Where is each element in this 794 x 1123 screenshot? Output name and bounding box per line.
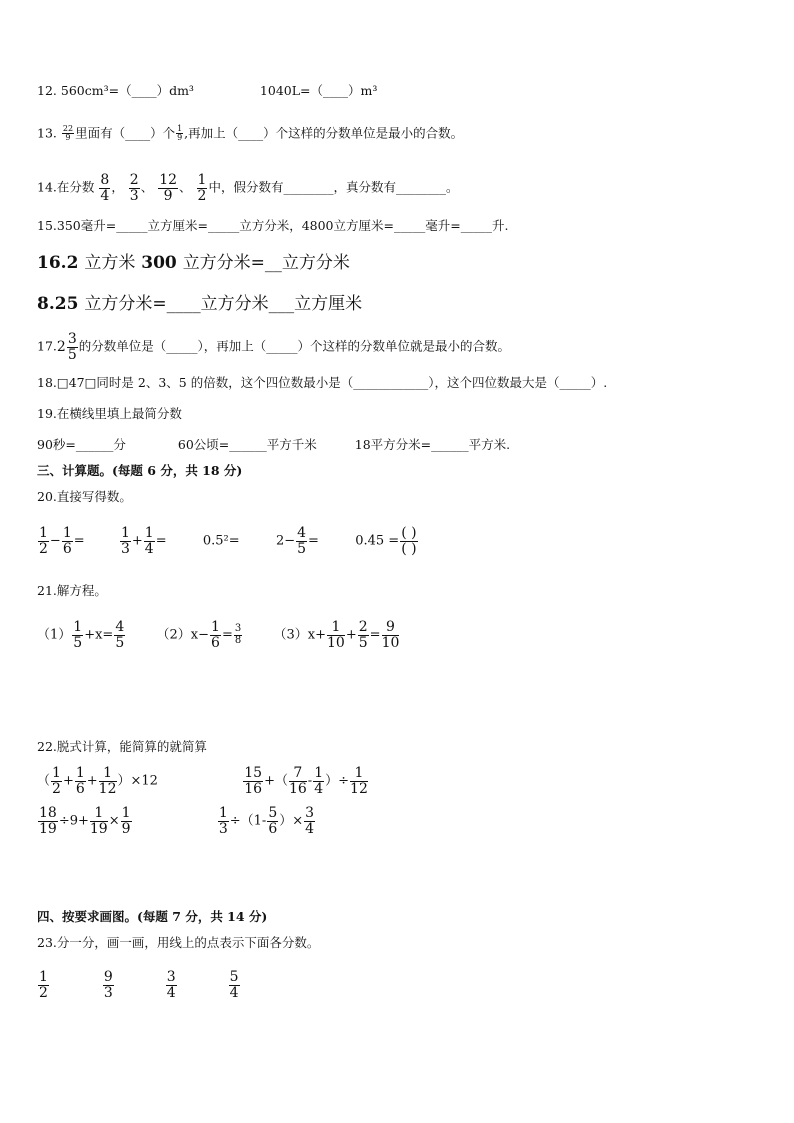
q16-line1: 16.2 立方米 300 立方分米=__立方分米 [37,253,350,273]
q22-title: 22.脱式计算，能简算的就简算 [37,739,207,754]
q16-line2: 8.25 立方分米=____立方分米___立方厘米 [37,294,363,314]
fraction: $\frac{1}{2}$ [39,969,48,1001]
q20-exprs: $\frac{1}{2}$ − $\frac{1}{6}$ = $\frac{1}{3}$ + $\frac{1}{4}$ = 0.5²= 2− $\frac{4}{5}$ = 0.45 = ( ) ( ) [39,525,417,557]
q21-title: 21.解方程。 [37,583,107,598]
q22-row1: （ $\frac{1}{2}$ + $\frac{1}{6}$ + $\frac{1}{12}$ ）×12 $\frac{15}{16}$ +（ $\frac{7}{16}$ - $\frac{1}{4}$ ）÷ $\frac{1}{12}$ [37,765,368,797]
q15: 15.350毫升=_____立方厘米=_____立方分米，4800立方厘米=_____毫升=_____升. [37,218,509,233]
fraction: $\frac{3}{4}$ [166,969,176,1001]
section-3-heading: 三、计算题。(每题 6 分，共 18 分) [37,463,243,478]
q19-items: 90秒=______分 60公顷=______平方千米 18平方分米=______平方米. [37,437,511,452]
fraction: $\frac{22}{9}$ [62,124,74,143]
q12: 12. 560cm³=（____）dm³ 1040L=（____）m³ [37,83,378,98]
q13: 13. $\frac{22}{9}$ 里面有（____）个 $\frac{1}{9}$ ,再加上（____）个这样的分数单位是最小的合数。 [37,124,464,143]
q14: 14.在分数 $\frac{8}{4}$ ， $\frac{2}{3}$ 、 $\frac{12}{9}$ 、 $\frac{1}{2}$ 中，假分数有________，真分数有________。 [37,172,459,204]
section-4-heading: 四、按要求画图。(每题 7 分，共 14 分) [37,909,268,924]
q21-equations: （1） $\frac{1}{5}$ +x= $\frac{4}{5}$ （2）x− $\frac{1}{6}$ = $\frac{3}{8}$ （3）x+ $\frac{1}{10}$ + $\frac{2}{5}$ = $\frac{9}{10}$ [37,619,400,651]
fraction: $\frac{1}{9}$ [177,124,183,143]
q23-fractions [37,970,241,1000]
q20-title: 20.直接写得数。 [37,489,132,504]
q22-row2: $\frac{18}{19}$ ÷9+ $\frac{1}{19}$ × $\frac{1}{9}$ $\frac{1}{3}$ ÷（1- $\frac{5}{6}$ ）× $\frac{3}{4}$ [39,805,315,837]
fraction: $\frac{9}{3}$ [103,969,113,1001]
q18: 18.□47□同时是 2、3、5 的倍数，这个四位数最小是（____________），这个四位数最大是（_____）. [37,375,608,390]
q17: 17.2 $\frac{3}{5}$ 的分数单位是（_____），再加上（_____）个这样的分数单位就是最小的合数。 [37,331,510,363]
q19-title: 19.在横线里填上最简分数 [37,406,182,421]
fraction: $\frac{5}{4}$ [229,969,239,1001]
q23-title: 23.分一分，画一画，用线上的点表示下面各分数。 [37,935,320,950]
